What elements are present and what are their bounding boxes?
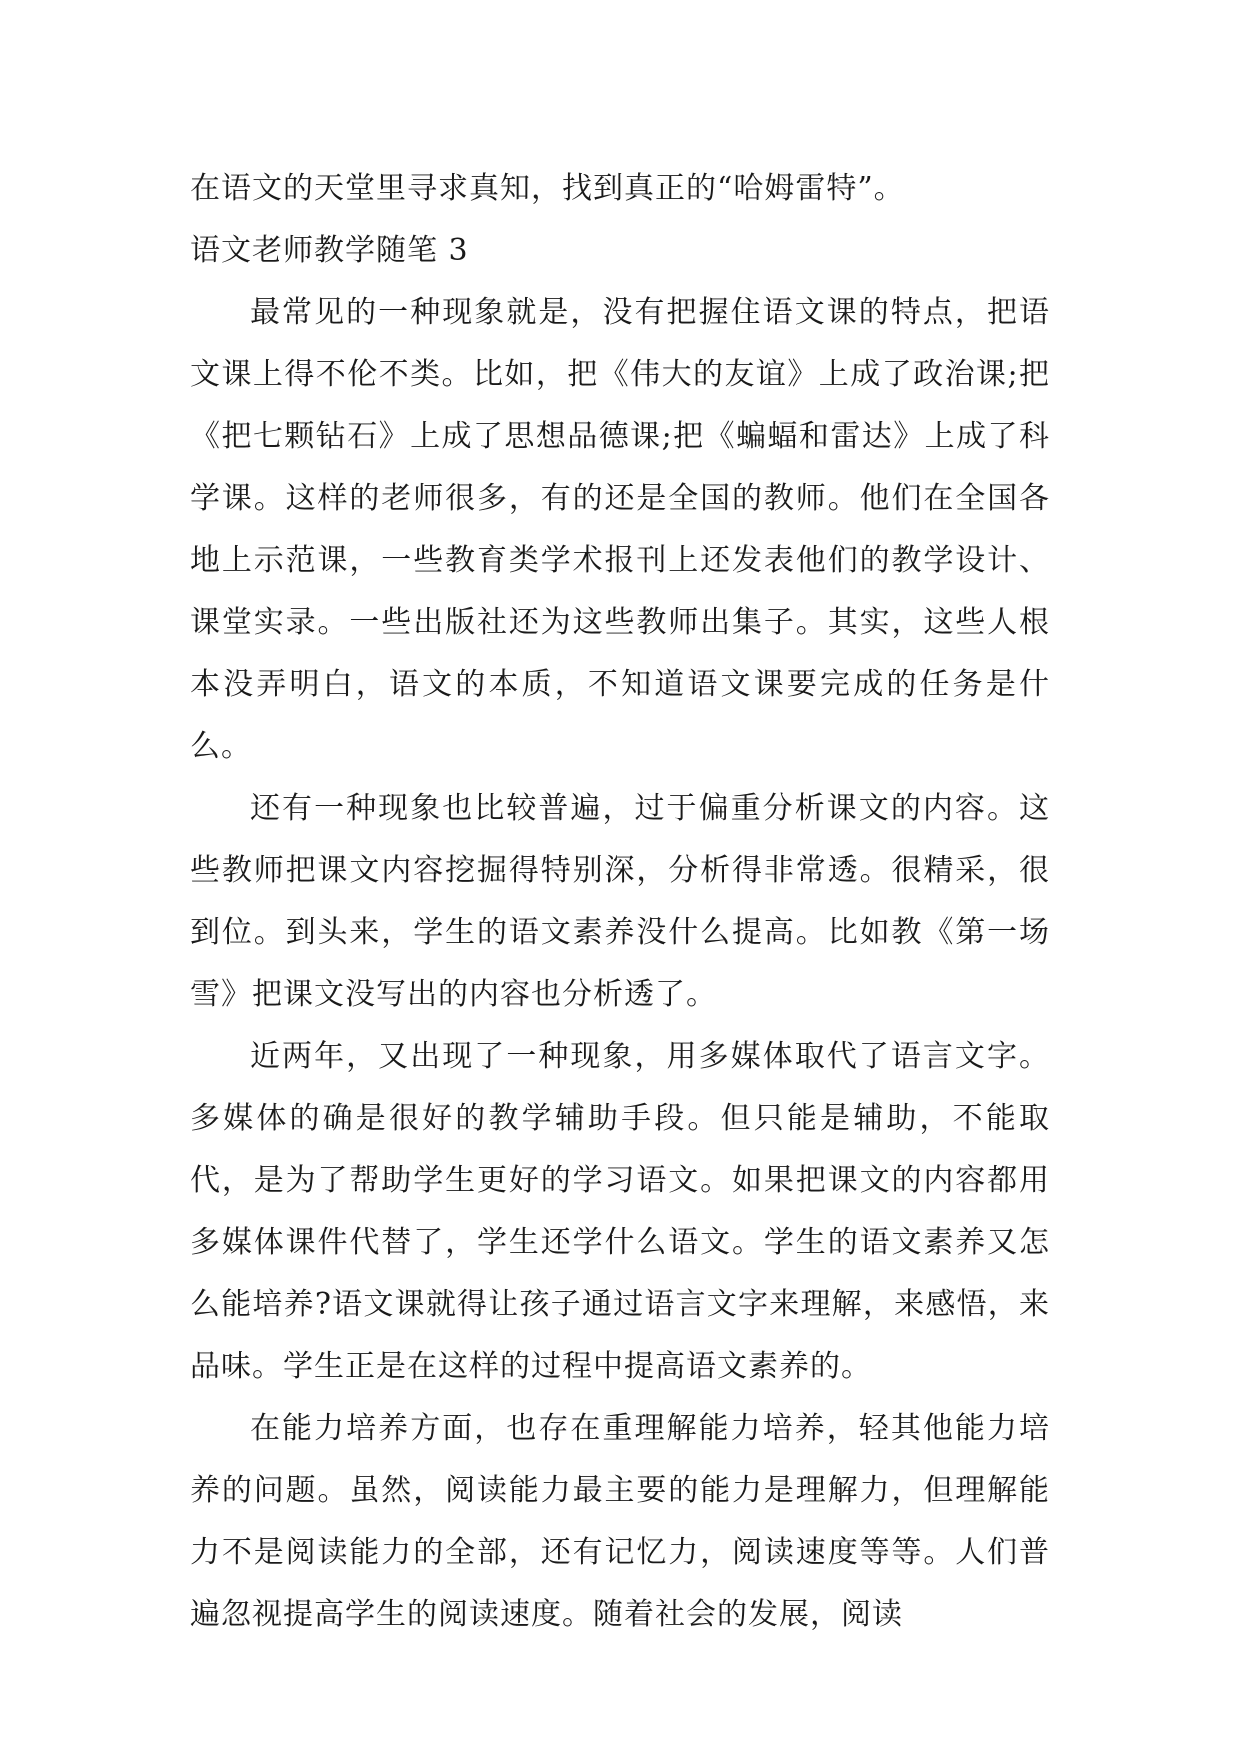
document-body xyxy=(190,158,1050,1646)
carryover-line: 在语文的天堂里寻求真知，找到真正的“哈姆雷特”。 xyxy=(190,171,905,206)
paragraph-4: 在能力培养方面，也存在重理解能力培养，轻其他能力培养的问题。虽然，阅读能力最主要的能力是理解力，但理解能力不是阅读能力的全部，还有记忆力，阅读速度等等。人们普遍忽视提高学生的阅读速度。随着社会的发展，阅读 xyxy=(190,1411,1050,1632)
paragraph-3: 近两年，又出现了一种现象，用多媒体取代了语言文字。多媒体的确是很好的教学辅助手段。但只能是辅助，不能取代，是为了帮助学生更好的学习语文。如果把课文的内容都用多媒体课件代替了，学生还学什么语文。学生的语文素养又怎么能培养?语文课就得让孩子通过语言文字来理解，来感悟，来品味。学生正是在这样的过程中提高语文素养的。 xyxy=(190,1039,1050,1384)
section-title: 语文老师教学随笔 3 xyxy=(190,233,469,268)
paragraph-2: 还有一种现象也比较普遍，过于偏重分析课文的内容。这些教师把课文内容挖掘得特别深，分析得非常透。很精采，很到位。到头来，学生的语文素养没什么提高。比如教《第一场雪》把课文没写出的内容也分析透了。 xyxy=(190,791,1050,1012)
paragraph-1: 最常见的一种现象就是，没有把握住语文课的特点，把语文课上得不伦不类。比如，把《伟大的友谊》上成了政治课;把《把七颗钻石》上成了思想品德课;把《蝙蝠和雷达》上成了科学课。这样的老师很多，有的还是全国的教师。他们在全国各地上示范课，一些教育类学术报刊上还发表他们的教学设计、课堂实录。一些出版社还为这些教师出集子。其实，这些人根本没弄明白，语文的本质，不知道语文课要完成的任务是什么。 xyxy=(190,295,1050,764)
